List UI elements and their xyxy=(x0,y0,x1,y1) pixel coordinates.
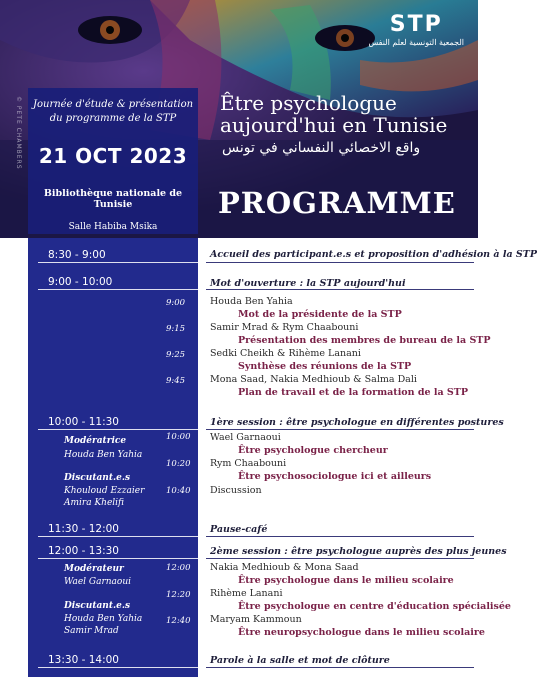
stp-logo-subtitle: الجمعية التونسية لعلم النفس xyxy=(368,38,464,47)
time-divider xyxy=(38,429,198,430)
event-subtitle-line-1: Journée d'étude & présentation xyxy=(32,99,194,110)
item-time: 9:25 xyxy=(166,350,186,360)
discussant-name: Khouloud Ezzaier xyxy=(64,486,145,496)
discussant-name: Amira Khelifi xyxy=(64,498,125,508)
event-divider xyxy=(206,262,474,263)
event-divider xyxy=(206,667,474,668)
event-divider xyxy=(206,289,474,290)
talk-title: Être psychosociologue ici et ailleurs xyxy=(238,471,432,482)
event-closing: Parole à la salle et mot de clôture xyxy=(210,655,390,666)
programme-heading: PROGRAMME xyxy=(218,186,456,220)
event-welcome: Accueil des participant.e.s et proposition d'adhésion à la STP xyxy=(210,249,537,260)
item-time: 9:15 xyxy=(166,324,186,334)
speaker-name: Nakia Medhioub & Mona Saad xyxy=(210,562,359,573)
item-time: 10:00 xyxy=(166,432,191,442)
talk-title: Être psychologue en centre d'éducation spécialisée xyxy=(238,601,511,612)
time-divider xyxy=(38,558,198,559)
time-divider xyxy=(38,262,198,263)
slot-time: 13:30 - 14:00 xyxy=(48,654,119,666)
slot-time: 11:30 - 12:00 xyxy=(48,523,119,535)
event-divider xyxy=(206,536,474,537)
speaker-name: Maryam Kammoun xyxy=(210,614,302,625)
event-pause: Pause-café xyxy=(210,524,268,535)
event-subtitle-line-2: du programme de la STP xyxy=(49,113,177,124)
discussant-name: Houda Ben Yahia xyxy=(64,614,143,624)
event-opening: Mot d'ouverture : la STP aujourd'hui xyxy=(210,278,406,289)
speaker-name: Rihème Lanani xyxy=(210,588,283,599)
slot-time: 9:00 - 10:00 xyxy=(48,276,113,288)
event-title-line-1: Être psychologue xyxy=(220,91,397,115)
discussants-role: Discutant.e.s xyxy=(64,601,131,611)
talk-title: Être psychologue chercheur xyxy=(238,445,388,456)
event-divider xyxy=(206,558,474,559)
slot-time: 8:30 - 9:00 xyxy=(48,249,106,261)
event-room: Salle Habiba Msika xyxy=(68,222,158,232)
event-session-1: 1ère session : être psychologue en différentes postures xyxy=(210,417,504,428)
discussion-label: Discussion xyxy=(210,485,262,496)
talk-title: Synthèse des réunions de la STP xyxy=(238,361,412,372)
talk-title: Présentation des membres de bureau de la STP xyxy=(238,335,491,346)
slot-time: 10:00 - 11:30 xyxy=(48,416,119,428)
talk-title: Plan de travail et de la formation de la STP xyxy=(238,387,468,398)
moderator-role: Modératrice xyxy=(64,436,127,446)
item-time: 12:20 xyxy=(166,590,191,600)
speaker-name: Rym Chaabouni xyxy=(210,458,287,469)
stp-logo-mark: STP xyxy=(389,12,443,37)
moderator-name: Houda Ben Yahia xyxy=(64,450,143,460)
talk-title: Être neuropsychologue dans le milieu scolaire xyxy=(238,627,485,638)
event-date: 21 OCT 2023 xyxy=(38,144,188,168)
event-session-2: 2ème session : être psychologue auprès des plus jeunes xyxy=(210,546,507,557)
stp-logo xyxy=(368,12,464,47)
talk-title: Être psychologue dans le milieu scolaire xyxy=(238,575,454,586)
event-title-line-2: aujourd'hui en Tunisie xyxy=(220,113,448,137)
slot-time: 12:00 - 13:30 xyxy=(48,545,119,557)
speaker-name: Mona Saad, Nakia Medhioub & Salma Dali xyxy=(210,374,417,385)
item-time: 10:20 xyxy=(166,459,191,469)
moderator-role: Modérateur xyxy=(64,564,124,574)
item-time: 9:00 xyxy=(166,298,186,308)
item-time: 10:40 xyxy=(166,486,191,496)
item-time: 12:40 xyxy=(166,616,191,626)
event-info-box xyxy=(28,88,198,234)
event-subtitle xyxy=(28,98,198,126)
event-divider xyxy=(206,429,474,430)
header-banner xyxy=(0,0,478,238)
time-divider xyxy=(38,667,198,668)
speaker-name: Samir Mrad & Rym Chaabouni xyxy=(210,322,359,333)
speaker-name: Houda Ben Yahia xyxy=(210,296,293,307)
photo-credit-text: © PETE CHAMBERS xyxy=(15,96,22,170)
item-time: 9:45 xyxy=(166,376,186,386)
photo-credit xyxy=(14,96,22,196)
item-time: 12:00 xyxy=(166,563,191,573)
speaker-name: Wael Garnaoui xyxy=(210,432,281,443)
time-divider xyxy=(38,289,198,290)
discussants-role: Discutant.e.s xyxy=(64,473,131,483)
discussant-name: Samir Mrad xyxy=(64,626,119,636)
event-title-french xyxy=(220,92,447,136)
speaker-name: Sedki Cheikh & Rihème Lanani xyxy=(210,348,361,359)
talk-title: Mot de la présidente de la STP xyxy=(238,309,402,320)
event-venue: Bibliothèque nationale de Tunisie xyxy=(43,188,183,210)
event-title-arabic: واقع الاخصائي النفساني في تونس xyxy=(222,140,421,156)
time-divider xyxy=(38,536,198,537)
moderator-name: Wael Garnaoui xyxy=(64,577,132,587)
